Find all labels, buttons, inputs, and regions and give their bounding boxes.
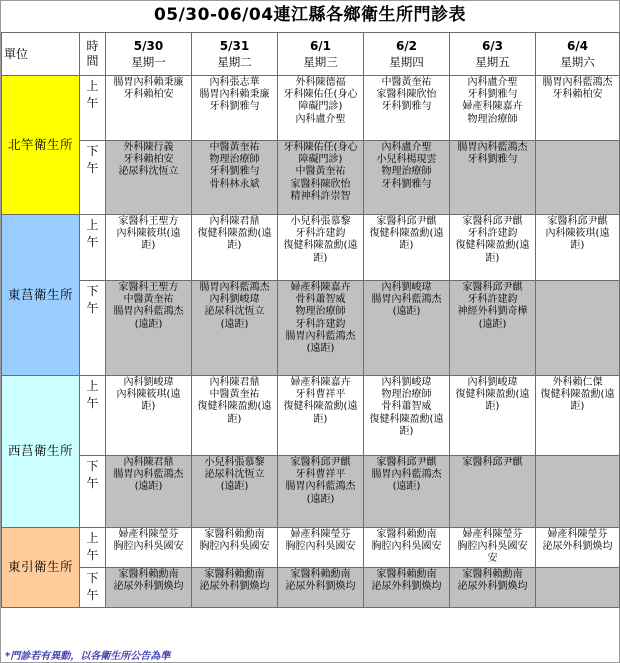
schedule-cell	[192, 281, 278, 376]
doctor-entry: 小兒科張慕黎	[204, 457, 265, 468]
doctor-entry: 內科盧介聖	[295, 113, 346, 125]
doctor-entry: 腸胃內科藍鴻杰	[542, 77, 613, 88]
schedule-cell	[536, 281, 620, 376]
schedule-cell	[450, 528, 536, 568]
doctor-entry: 腸胃內科賴秉廉	[113, 77, 184, 88]
schedule-cell	[106, 215, 192, 281]
schedule-cell	[450, 76, 536, 141]
session-period-char: 上	[86, 531, 99, 545]
session-period-char: 下	[86, 571, 99, 585]
day-header	[278, 33, 364, 76]
session-period-char: 午	[86, 301, 99, 315]
session-period-char: 午	[86, 548, 99, 562]
doctor-entry: 牙科劉雅勻	[381, 178, 432, 190]
day-header	[192, 33, 278, 76]
doctor-entry: 復健科陳盈勳(遠	[283, 240, 358, 252]
doctor-entry: 骨科蕭智威	[295, 294, 346, 306]
schedule-cell	[106, 141, 192, 215]
doctor-entry: 距)	[485, 401, 500, 413]
doctor-entry: 胸腔內科吳國安	[371, 541, 442, 553]
day-date: 6/3	[481, 38, 504, 53]
doctor-entry: 婦產科陳瑩芬	[547, 529, 608, 540]
day-weekday: 星期三	[303, 54, 338, 69]
doctor-entry: 障礙門診)	[298, 101, 343, 113]
doctor-entry: 牙科許建鈞	[295, 228, 346, 240]
schedule-cell	[278, 215, 364, 281]
doctor-entry: 物理治療師	[209, 154, 260, 166]
doctor-entry: 婦產科陳嘉卉	[290, 282, 351, 293]
doctor-entry: 家醫科賴勳南	[290, 569, 351, 580]
doctor-entry: 家醫科王聖方	[118, 282, 179, 293]
doctor-entry: 物理治療師	[381, 389, 432, 401]
doctor-entry: 內科盧介聖	[467, 77, 518, 88]
doctor-entry: 外科陳德福	[295, 77, 346, 88]
doctor-entry: 牙科陳佑任(身心	[283, 142, 358, 153]
schedule-cell	[536, 376, 620, 456]
doctor-entry: 復健科陳盈勳(遠	[197, 228, 272, 240]
health-center-name: 東引衛生所	[2, 528, 80, 608]
doctor-entry: 復健科陳盈勳(遠	[455, 389, 530, 401]
doctor-entry: 家醫科王聖方	[118, 216, 179, 227]
doctor-entry: 內科劉峻瑋	[381, 377, 432, 388]
doctor-entry: 家醫科賴勳南	[376, 529, 437, 540]
session-period	[80, 76, 106, 141]
doctor-entry: (遠距)	[478, 318, 507, 330]
session-period	[80, 528, 106, 568]
schedule-cell	[536, 76, 620, 141]
schedule-cell	[364, 456, 450, 528]
time-header-char: 間	[86, 54, 99, 68]
doctor-entry: 牙科劉雅勻	[381, 101, 432, 113]
doctor-entry: 中醫黃奎祐	[209, 389, 260, 401]
session-period	[80, 376, 106, 456]
doctor-entry: 復健科陳盈勳(遠	[369, 413, 444, 425]
health-center-name: 東莒衛生所	[2, 215, 80, 376]
doctor-entry: 泌尿科沈恆立	[204, 306, 265, 318]
doctor-entry: 牙科許建鈞	[295, 318, 346, 330]
doctor-entry: 精神科許崇智	[290, 190, 351, 202]
doctor-entry: 腸胃內科賴秉廉	[199, 89, 270, 101]
doctor-entry: 物理治療師	[381, 166, 432, 178]
day-weekday: 星期一	[131, 54, 166, 69]
schedule-cell	[106, 456, 192, 528]
doctor-entry: 距)	[485, 252, 500, 264]
doctor-entry: 泌尿科沈恆立	[118, 166, 179, 178]
doctor-entry: 家醫科賴勳南	[462, 569, 523, 580]
schedule-row	[2, 76, 620, 141]
session-period-char: 下	[86, 459, 99, 473]
doctor-entry: 物理治療師	[467, 113, 518, 125]
schedule-cell	[450, 456, 536, 528]
doctor-entry: 內科陳君鼎	[209, 216, 260, 227]
doctor-entry: 腸胃內科藍鴻杰	[113, 469, 184, 481]
doctor-entry: 小兒科張慕黎	[290, 216, 351, 227]
doctor-entry: (遠距)	[306, 493, 335, 505]
doctor-entry: 牙科許建鈞	[467, 294, 518, 306]
day-date: 5/31	[219, 38, 250, 53]
day-weekday: 星期二	[217, 54, 252, 69]
doctor-entry: 泌尿外科劉煥均	[199, 581, 270, 593]
doctor-entry: 家醫科邱尹麒	[376, 216, 437, 227]
doctor-entry: (遠距)	[306, 343, 335, 355]
schedule-cell	[536, 528, 620, 568]
doctor-entry: 中醫黃奎祐	[381, 77, 432, 88]
session-period-char: 下	[86, 284, 99, 298]
doctor-entry: 牙科賴柏安	[123, 89, 174, 101]
doctor-entry: 內科劉峻瑋	[123, 377, 174, 388]
doctor-entry: 家醫科賴勳南	[204, 529, 265, 540]
schedule-cell	[536, 141, 620, 215]
doctor-entry: 復健科陳盈勳(遠	[369, 228, 444, 240]
session-period-char: 上	[86, 218, 99, 232]
doctor-entry: 牙科劉雅勻	[209, 101, 260, 113]
schedule-cell	[192, 456, 278, 528]
schedule-cell	[106, 528, 192, 568]
doctor-entry: 神經外科劉奇樺	[457, 306, 528, 318]
doctor-entry: 腸胃內科藍鴻杰	[113, 306, 184, 318]
session-period-char: 午	[86, 396, 99, 410]
doctor-entry: 家醫科邱尹麒	[462, 216, 523, 227]
doctor-entry: 牙科陳佑任(身心	[283, 89, 358, 101]
doctor-entry: 小兒科楊現雲	[376, 154, 437, 166]
schedule-row	[2, 281, 620, 376]
schedule-cell	[192, 215, 278, 281]
schedule-cell	[364, 76, 450, 141]
doctor-entry: 物理治療師	[295, 306, 346, 318]
doctor-entry: 腸胃內科藍鴻杰	[285, 330, 356, 342]
doctor-entry: 家醫科賴勳南	[118, 569, 179, 580]
page-title: 05/30-06/04連江縣各鄉衛生所門診表	[153, 5, 467, 25]
day-date: 6/4	[566, 38, 589, 53]
doctor-entry: 距)	[141, 240, 156, 252]
session-period	[80, 456, 106, 528]
day-weekday: 星期五	[475, 54, 510, 69]
health-center-name: 西莒衛生所	[2, 376, 80, 528]
doctor-entry: 泌尿外科劉煥均	[457, 581, 528, 593]
day-date: 5/30	[133, 38, 164, 53]
doctor-entry: 腸胃內科藍鴻杰	[371, 469, 442, 481]
schedule-cell	[192, 76, 278, 141]
schedule-cell	[536, 568, 620, 608]
day-weekday: 星期六	[560, 54, 595, 69]
doctor-entry: 家醫科賴勳南	[376, 569, 437, 580]
doctor-entry: 家醫科邱尹麒	[462, 457, 523, 468]
doctor-entry: (遠距)	[392, 306, 421, 318]
doctor-entry: 內科劉峻瑋	[209, 294, 260, 306]
doctor-entry: 外科賴仁傑	[552, 377, 603, 388]
schedule-cell	[536, 456, 620, 528]
schedule-row	[2, 141, 620, 215]
doctor-entry: 內科陳君鼎	[209, 377, 260, 388]
schedule-cell	[450, 568, 536, 608]
doctor-entry: 內科張志華	[209, 77, 260, 88]
doctor-entry: 中醫黃奎祐	[209, 142, 260, 153]
doctor-entry: 距)	[227, 240, 242, 252]
session-period-char: 午	[86, 161, 99, 175]
day-weekday: 星期四	[389, 54, 424, 69]
day-header	[364, 33, 450, 76]
schedule-cell	[278, 76, 364, 141]
session-period	[80, 281, 106, 376]
schedule-cell	[106, 76, 192, 141]
doctor-entry: 牙科曹祥平	[295, 469, 346, 481]
doctor-entry: 婦產科陳瑩芬	[118, 529, 179, 540]
doctor-entry: 內科陳筱琪(遠	[116, 389, 181, 401]
time-column-header	[80, 33, 106, 76]
doctor-entry: 家醫科邱尹麒	[462, 282, 523, 293]
health-center-name: 北竿衛生所	[2, 76, 80, 215]
doctor-entry: 內科盧介聖	[381, 142, 432, 153]
doctor-entry: (遠距)	[220, 481, 249, 493]
doctor-entry: 骨科林永斌	[209, 178, 260, 190]
header-row	[2, 33, 620, 76]
doctor-entry: 家醫科邱尹麒	[290, 457, 351, 468]
clinic-schedule-table	[1, 32, 620, 608]
session-period	[80, 568, 106, 608]
session-period-char: 午	[86, 235, 99, 249]
doctor-entry: 距)	[570, 401, 585, 413]
doctor-entry: 牙科劉雅勻	[209, 166, 260, 178]
doctor-entry: 腸胃內科藍鴻杰	[457, 142, 528, 153]
doctor-entry: (遠距)	[134, 481, 163, 493]
time-header-char: 時	[86, 39, 99, 53]
schedule-cell	[192, 376, 278, 456]
footer-note: *門診若有異動，以各衛生所公告為準	[5, 651, 171, 662]
schedule-row	[2, 215, 620, 281]
doctor-entry: 骨科蕭智威	[381, 401, 432, 413]
schedule-cell	[450, 281, 536, 376]
doctor-entry: 牙科劉雅勻	[467, 154, 518, 166]
session-period-char: 上	[86, 379, 99, 393]
doctor-entry: 腸胃內科藍鴻杰	[285, 481, 356, 493]
schedule-cell	[278, 568, 364, 608]
doctor-entry: 婦產科陳瑩芬	[290, 529, 351, 540]
doctor-entry: 腸胃內科藍鴻杰	[199, 282, 270, 293]
schedule-row	[2, 528, 620, 568]
doctor-entry: 復健科陳盈勳(遠	[455, 240, 530, 252]
doctor-entry: 距)	[313, 252, 328, 264]
doctor-entry: 牙科劉雅勻	[467, 89, 518, 101]
day-header	[106, 33, 192, 76]
doctor-entry: 婦產科陳瑩芬	[462, 529, 523, 540]
schedule-cell	[106, 568, 192, 608]
day-date: 6/1	[309, 38, 332, 53]
doctor-entry: 外科陳行義	[123, 142, 174, 153]
unit-column-header: 單位	[2, 33, 80, 76]
day-header	[536, 33, 620, 76]
doctor-entry: 泌尿外科劉煥均	[371, 581, 442, 593]
schedule-cell	[192, 141, 278, 215]
doctor-entry: 腸胃內科藍鴻杰	[371, 294, 442, 306]
doctor-entry: 泌尿外科劉煥均	[285, 581, 356, 593]
day-date: 6/2	[395, 38, 418, 53]
schedule-cell	[364, 141, 450, 215]
doctor-entry: 家醫科陳欣怡	[376, 89, 437, 101]
doctor-entry: 胸腔內科吳國安	[285, 541, 356, 553]
doctor-entry: 距)	[399, 240, 414, 252]
doctor-entry: 胸腔內科吳國安	[457, 541, 528, 553]
doctor-entry: 距)	[141, 401, 156, 413]
session-period	[80, 141, 106, 215]
doctor-entry: (遠距)	[220, 318, 249, 330]
day-header	[450, 33, 536, 76]
doctor-entry: 內科劉峻瑋	[467, 377, 518, 388]
doctor-entry: 內科陳筱琪(遠	[545, 228, 610, 240]
doctor-entry: 婦產科陳嘉卉	[462, 101, 523, 113]
schedule-cell	[192, 568, 278, 608]
doctor-entry: 距)	[313, 413, 328, 425]
schedule-row	[2, 456, 620, 528]
doctor-entry: 距)	[570, 240, 585, 252]
schedule-cell	[278, 456, 364, 528]
doctor-entry: 牙科賴柏安	[123, 154, 174, 166]
doctor-entry: 牙科賴柏安	[552, 89, 603, 101]
doctor-entry: 胸腔內科吳國安	[199, 541, 270, 553]
doctor-entry: 內科陳君鼎	[123, 457, 174, 468]
schedule-cell	[364, 281, 450, 376]
doctor-entry: 泌尿科沈恆立	[204, 469, 265, 481]
doctor-entry: 家醫科邱尹麒	[547, 216, 608, 227]
schedule-body	[2, 76, 620, 608]
doctor-entry: 家醫科陳欣怡	[290, 178, 351, 190]
doctor-entry: 距)	[227, 413, 242, 425]
schedule-cell	[192, 528, 278, 568]
doctor-entry: 家醫科賴勳南	[204, 569, 265, 580]
schedule-cell	[278, 281, 364, 376]
doctor-entry: 內科劉峻瑋	[381, 282, 432, 293]
doctor-entry: 復健科陳盈勳(遠	[283, 401, 358, 413]
doctor-entry: 牙科許建鈞	[467, 228, 518, 240]
doctor-entry: 婦產科陳嘉卉	[290, 377, 351, 388]
schedule-cell	[364, 376, 450, 456]
doctor-entry: 復健科陳盈勳(遠	[197, 401, 272, 413]
doctor-entry: 泌尿外科劉煥均	[113, 581, 184, 593]
doctor-entry: 安	[487, 553, 498, 565]
schedule-cell	[364, 528, 450, 568]
schedule-cell	[278, 528, 364, 568]
schedule-cell	[450, 141, 536, 215]
session-period-char: 午	[86, 476, 99, 490]
doctor-entry: 家醫科邱尹麒	[376, 457, 437, 468]
schedule-cell	[278, 376, 364, 456]
schedule-cell	[536, 215, 620, 281]
session-period-char: 下	[86, 144, 99, 158]
doctor-entry: (遠距)	[392, 481, 421, 493]
schedule-cell	[364, 568, 450, 608]
schedule-cell	[278, 141, 364, 215]
doctor-entry: 胸腔內科吳國安	[113, 541, 184, 553]
schedule-cell	[106, 281, 192, 376]
schedule-row	[2, 376, 620, 456]
session-period-char: 午	[86, 96, 99, 110]
doctor-entry: 復健科陳盈勳(遠	[540, 389, 615, 401]
schedule-cell	[364, 215, 450, 281]
schedule-cell	[450, 215, 536, 281]
schedule-row	[2, 568, 620, 608]
doctor-entry: 中醫黃奎祐	[123, 294, 174, 306]
schedule-cell	[106, 376, 192, 456]
doctor-entry: 牙科曹祥平	[295, 389, 346, 401]
session-period-char: 上	[86, 79, 99, 93]
session-period	[80, 215, 106, 281]
doctor-entry: 距)	[399, 425, 414, 437]
session-period-char: 午	[86, 588, 99, 602]
schedule-cell	[450, 376, 536, 456]
doctor-entry: 中醫黃奎祐	[295, 166, 346, 178]
doctor-entry: 障礙門診)	[298, 154, 343, 166]
doctor-entry: (遠距)	[134, 318, 163, 330]
doctor-entry: 內科陳筱琪(遠	[116, 228, 181, 240]
doctor-entry: 泌尿外科劉煥均	[542, 541, 613, 553]
